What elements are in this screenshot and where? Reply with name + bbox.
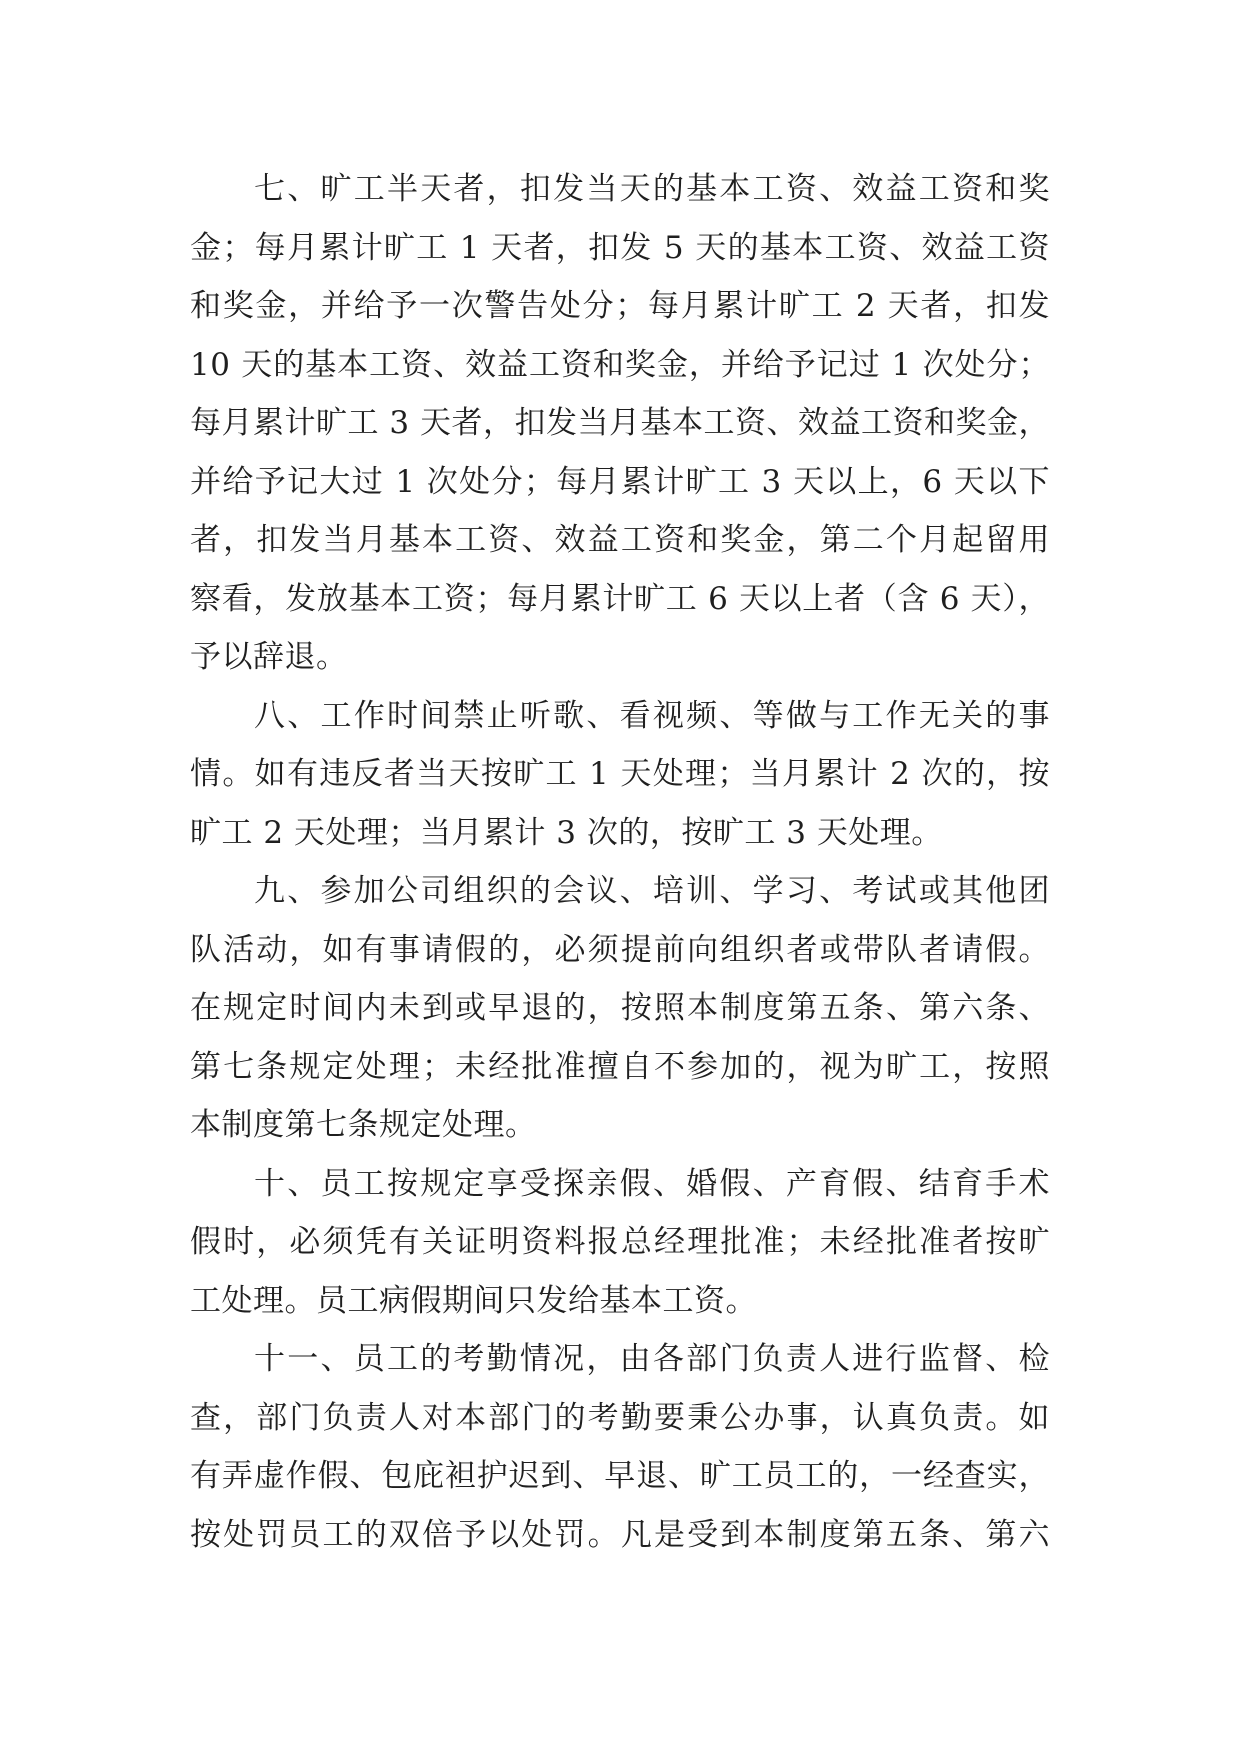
text-line: 10 天的基本工资、效益工资和奖金，并给予记过 1 次处分； xyxy=(190,346,1050,383)
text-line: 金；每月累计旷工 1 天者，扣发 5 天的基本工资、效益工资 xyxy=(190,229,1050,266)
text-line: 七、旷工半天者，扣发当天的基本工资、效益工资和奖 xyxy=(254,171,1050,207)
text-line: 按处罚员工的双倍予以处罚。凡是受到本制度第五条、第六 xyxy=(190,1516,1050,1553)
text-line: 九、参加公司组织的会议、培训、学习、考试或其他团 xyxy=(254,873,1050,909)
text-line: 和奖金，并给予一次警告处分；每月累计旷工 2 天者，扣发 xyxy=(190,288,1050,324)
document-body xyxy=(190,160,1050,1564)
text-line: 予以辞退。 xyxy=(190,639,348,675)
text-line: 假时，必须凭有关证明资料报总经理批准；未经批准者按旷 xyxy=(190,1224,1050,1260)
text-line: 情。如有违反者当天按旷工 1 天处理；当月累计 2 次的，按 xyxy=(190,756,1050,792)
text-line: 察看，发放基本工资；每月累计旷工 6 天以上者（含 6 天）， xyxy=(190,580,1050,617)
text-line: 并给予记大过 1 次处分；每月累计旷工 3 天以上，6 天以下 xyxy=(190,463,1050,500)
paragraph-article-11 xyxy=(190,1330,1050,1564)
text-line: 第七条规定处理；未经批准擅自不参加的，视为旷工，按照 xyxy=(190,1048,1050,1085)
paragraph-article-8 xyxy=(190,687,1050,863)
text-line: 十一、员工的考勤情况，由各部门负责人进行监督、检 xyxy=(254,1341,1050,1377)
paragraph-article-9 xyxy=(190,862,1050,1155)
text-line: 十、员工按规定享受探亲假、婚假、产育假、结育手术 xyxy=(254,1165,1050,1202)
text-line: 八、工作时间禁止听歌、看视频、等做与工作无关的事 xyxy=(254,697,1050,734)
text-line: 在规定时间内未到或早退的，按照本制度第五条、第六条、 xyxy=(190,990,1050,1026)
text-line: 队活动，如有事请假的，必须提前向组织者或带队者请假。 xyxy=(190,931,1050,968)
text-line: 本制度第七条规定处理。 xyxy=(190,1107,537,1143)
paragraph-article-7 xyxy=(190,160,1050,687)
text-line: 每月累计旷工 3 天者，扣发当月基本工资、效益工资和奖金， xyxy=(190,405,1050,441)
text-line: 旷工 2 天处理；当月累计 3 次的，按旷工 3 天处理。 xyxy=(190,814,943,851)
paragraph-article-10 xyxy=(190,1155,1050,1331)
text-line: 有弄虚作假、包庇袒护迟到、早退、旷工员工的，一经查实， xyxy=(190,1458,1050,1494)
text-line: 查，部门负责人对本部门的考勤要秉公办事，认真负责。如 xyxy=(190,1399,1050,1436)
text-line: 者，扣发当月基本工资、效益工资和奖金，第二个月起留用 xyxy=(190,522,1050,558)
text-line: 工处理。员工病假期间只发给基本工资。 xyxy=(190,1282,757,1319)
